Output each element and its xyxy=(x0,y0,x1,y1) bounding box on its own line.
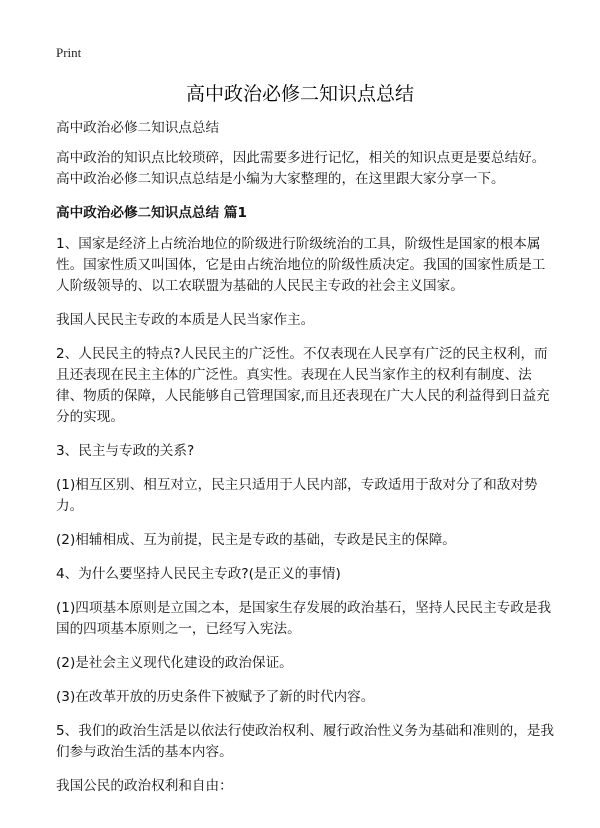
document-title: 高中政治必修二知识点总结 xyxy=(185,83,414,105)
document-body xyxy=(56,118,556,810)
paragraph: 我国公民的政治权利和自由： xyxy=(56,778,233,794)
paragraph: (2)相辅相成、互为前提，民主是专政的基础，专政是民主的保障。 xyxy=(56,532,456,548)
intro-paragraph: 高中政治的知识点比较琐碎，因此需要多进行记忆，相关的知识点更是要总结好。高中政治必修二知识点总结是小编为大家整理的，在这里跟大家分享一下。 xyxy=(56,150,546,187)
paragraph: 1、国家是经济上占统治地位的阶级进行阶级统治的工具，阶级性是国家的根本属性。国家性质又叫国体，它是由占统治地位的阶级性质决定。我国的国家性质是工人阶级领导的、以工农联盟为基础的人民民主专政的社会主义国家。 xyxy=(56,236,546,294)
paragraph: (1)相互区别、相互对立，民主只适用于人民内部，专政适用于敌对分了和敌对势力。 xyxy=(56,477,538,514)
paragraph: 我国人民民主专政的本质是人民当家作主。 xyxy=(56,312,315,328)
section-heading: 高中政治必修二知识点总结 篇1 xyxy=(56,205,247,221)
paragraph: 5、我们的政治生活是以依法行使政治权利、履行政治性义务为基础和准则的，是我们参与政治生活的基本内容。 xyxy=(56,723,555,760)
subtitle: 高中政治必修二知识点总结 xyxy=(56,120,220,136)
paragraph: (1)四项基本原则是立国之本，是国家生存发展的政治基石，坚持人民民主专政是我国的四项基本原则之一，已经写入宪法。 xyxy=(56,600,552,637)
paragraph: (3)在改革开放的历史条件下被赋予了新的时代内容。 xyxy=(56,689,375,705)
paragraph: 4、为什么要坚持人民民主专政?(是正义的事情) xyxy=(56,566,341,582)
paragraph: (2)是社会主义现代化建设的政治保证。 xyxy=(56,655,293,671)
paragraph: 2、人民民主的特点?人民民主的广泛性。不仅表现在人民享有广泛的民主权利，而且还表现在民主主体的广泛性。真实性。表现在人民当家作主的权利有制度、法律、物质的保障，人民能够自己管理国家,而且还表现在广大人民的利益得到日益充分的实现。 xyxy=(56,346,550,425)
print-label[interactable]: Print xyxy=(56,45,82,60)
paragraph: 3、民主与专政的关系? xyxy=(56,443,195,459)
